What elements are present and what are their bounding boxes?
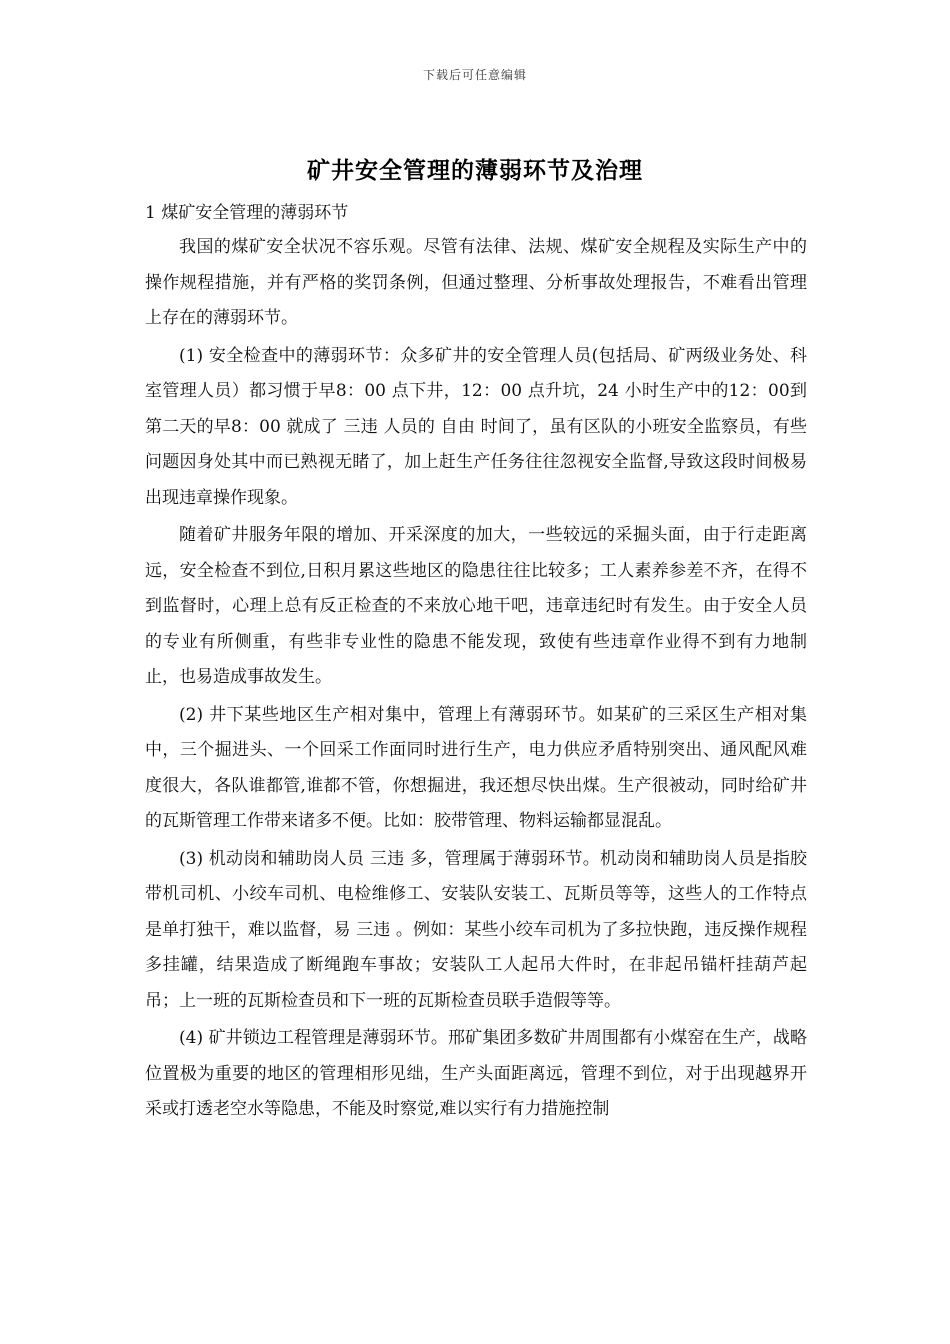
paragraph-intro: 我国的煤矿安全状况不容乐观。尽管有法律、法规、煤矿安全规程及实际生产中的操作规程措施，并有严格的奖罚条例，但通过整理、分析事故处理报告，不难看出管理上存在的薄弱环节。 [145, 237, 807, 328]
paragraph-item-1: (1) 安全检查中的薄弱环节：众多矿井的安全管理人员(包括局、矿两级业务处、科室管理人员）都习惯于早8：00 点下井，12：00 点升坑，24 小时生产中的12：00到第二天的早8：00 就成了 三违 人员的 自由 时间了，虽有区队的小班安全监察员，有些问题因身处其中而已熟视无睹了，加上赶生产任务往往忽视安全监督,导致这段时间极易出现违章操作现象。 [145, 345, 807, 508]
paragraph-item-4: (4) 矿井锁边工程管理是薄弱环节。邢矿集团多数矿井周围都有小煤窑在生产，战略位置极为重要的地区的管理相形见绌，生产头面距离远，管理不到位，对于出现越界开采或打透老空水等隐患，不能及时察觉,难以实行有力措施控制 [145, 1028, 807, 1119]
header-note: 下载后可任意编辑 [422, 68, 527, 82]
paragraph-item-1-continued: 随着矿井服务年限的增加、开采深度的加大，一些较远的采掘头面，由于行走距离远，安全检查不到位,日积月累这些地区的隐患往往比较多；工人素养参差不齐，在得不到监督时，心理上总有反正检查的不来放心地干吧，违章违纪时有发生。由于安全人员的专业有所侧重，有些非专业性的隐患不能发现，致使有些违章作业得不到有力地制止，也易造成事故发生。 [145, 525, 807, 687]
document-body [145, 198, 807, 1128]
paragraph-item-2: (2) 井下某些地区生产相对集中，管理上有薄弱环节。如某矿的三采区生产相对集中，三个掘进头、一个回采工作面同时进行生产，电力供应矛盾特别突出、通风配风难度很大，各队谁都管,谁都不管，你想掘进，我还想尽快出煤。生产很被动，同时给矿井的瓦斯管理工作带来诸多不便。比如：胶带管理、物料运输都显混乱。 [145, 704, 807, 831]
document-title: 矿井安全管理的薄弱环节及治理 [307, 158, 643, 184]
paragraph-item-3: (3) 机动岗和辅助岗人员 三违 多，管理属于薄弱环节。机动岗和辅助岗人员是指胶带机司机、小绞车司机、电检维修工、安装队安装工、瓦斯员等等，这些人的工作特点是单打独干，难以监督，易 三违 。例如：某些小绞车司机为了多拉快跑，违反操作规程多挂罐，结果造成了断绳跑车事故；安装队工人起吊大件时，在非起吊锚杆挂葫芦起吊；上一班的瓦斯检查员和下一班的瓦斯检查员联手造假等等。 [145, 848, 807, 1011]
section-heading: 1 煤矿安全管理的薄弱环节 [145, 203, 349, 223]
